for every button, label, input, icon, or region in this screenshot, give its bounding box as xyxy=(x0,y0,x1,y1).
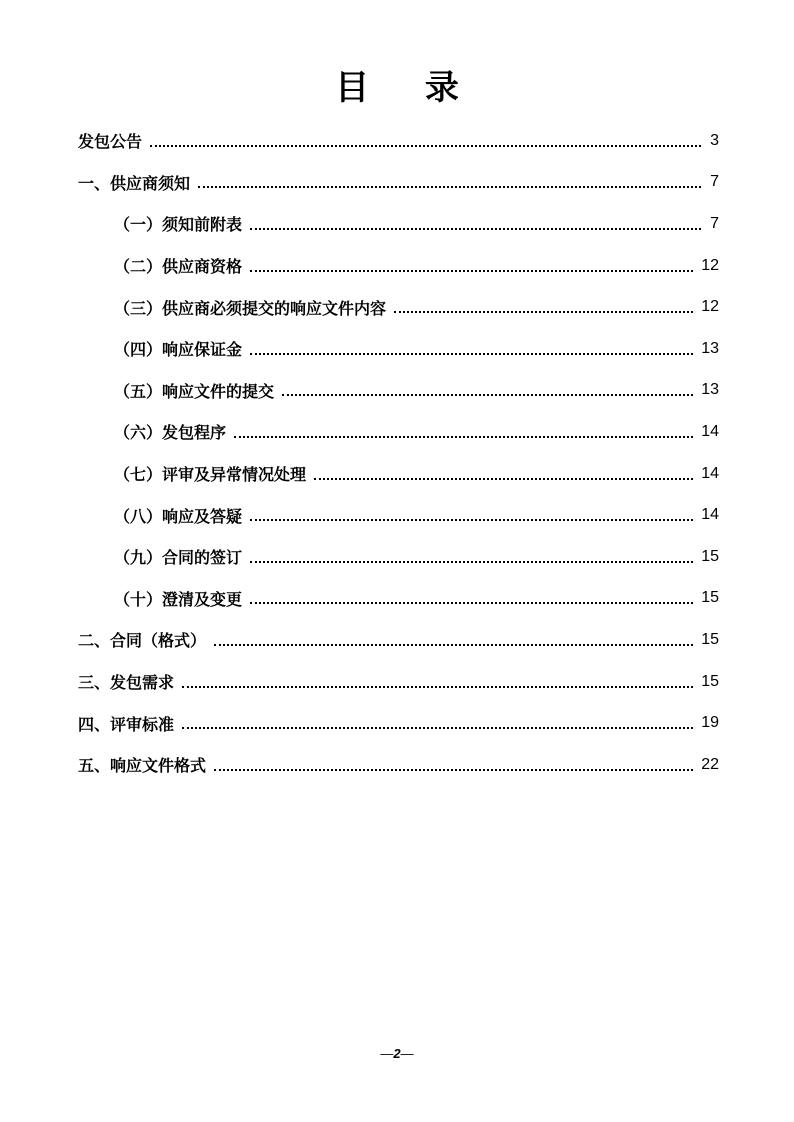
toc-dot-leader xyxy=(250,602,693,604)
toc-entry-page: 15 xyxy=(701,672,719,690)
table-of-contents xyxy=(78,120,719,786)
toc-entry-label: （六）发包程序 xyxy=(114,423,227,443)
toc-dot-leader xyxy=(394,311,693,313)
toc-dot-leader xyxy=(234,436,693,438)
toc-dot-leader xyxy=(214,769,693,771)
toc-entry[interactable] xyxy=(78,702,719,744)
toc-entry-page: 14 xyxy=(701,506,719,524)
toc-entry[interactable] xyxy=(78,453,719,495)
page-title: 目 录 xyxy=(335,68,481,108)
toc-dot-leader xyxy=(214,644,693,646)
toc-entry-page: 12 xyxy=(701,256,719,274)
toc-entry-label: 五、响应文件格式 xyxy=(78,756,207,776)
toc-entry-page: 22 xyxy=(701,755,719,773)
toc-dot-leader xyxy=(282,394,693,396)
toc-entry[interactable] xyxy=(78,162,719,204)
toc-entry-label: （二）供应商资格 xyxy=(114,257,243,277)
page-number: 2 xyxy=(393,1046,401,1061)
toc-entry-page: 15 xyxy=(701,547,719,565)
toc-dot-leader xyxy=(314,478,693,480)
toc-dot-leader xyxy=(250,353,693,355)
toc-entry[interactable] xyxy=(78,203,719,245)
toc-entry-page: 15 xyxy=(701,630,719,648)
toc-dot-leader xyxy=(250,270,693,272)
toc-entry-label: （八）响应及答疑 xyxy=(114,506,243,526)
toc-entry-label: （四）响应保证金 xyxy=(114,340,243,360)
toc-entry-label: 二、合同（格式） xyxy=(78,631,207,651)
toc-entry-label: （一）须知前附表 xyxy=(114,215,243,235)
toc-dot-leader xyxy=(182,686,693,688)
toc-entry[interactable] xyxy=(78,536,719,578)
toc-entry[interactable] xyxy=(78,744,719,786)
footer-dash-right: — xyxy=(400,1046,414,1061)
toc-entry[interactable] xyxy=(78,578,719,620)
toc-entry[interactable] xyxy=(78,494,719,536)
toc-entry-page: 15 xyxy=(701,589,719,607)
toc-entry-label: 一、供应商须知 xyxy=(78,173,191,193)
toc-entry-page: 19 xyxy=(701,714,719,732)
toc-dot-leader xyxy=(250,228,701,230)
toc-entry-page: 7 xyxy=(710,214,719,232)
toc-dot-leader xyxy=(182,727,693,729)
toc-entry[interactable] xyxy=(78,245,719,287)
toc-entry[interactable] xyxy=(78,370,719,412)
toc-entry-label: （五）响应文件的提交 xyxy=(114,381,275,401)
toc-dot-leader xyxy=(150,145,701,147)
toc-entry-label: （九）合同的签订 xyxy=(114,548,243,568)
toc-entry-label: 发包公告 xyxy=(78,132,143,152)
toc-entry[interactable] xyxy=(78,120,719,162)
toc-entry[interactable] xyxy=(78,286,719,328)
toc-entry-label: （七）评审及异常情况处理 xyxy=(114,465,307,485)
toc-entry-page: 14 xyxy=(701,422,719,440)
toc-entry-page: 14 xyxy=(701,464,719,482)
page-footer xyxy=(0,1046,794,1061)
toc-entry-page: 12 xyxy=(701,298,719,316)
footer-dash-left: — xyxy=(380,1046,394,1061)
toc-dot-leader xyxy=(250,561,693,563)
toc-entry-page: 3 xyxy=(710,131,719,149)
toc-dot-leader xyxy=(198,186,701,188)
toc-entry-page: 13 xyxy=(701,339,719,357)
toc-entry-label: 三、发包需求 xyxy=(78,673,175,693)
toc-entry-label: 四、评审标准 xyxy=(78,714,175,734)
toc-entry-label: （十）澄清及变更 xyxy=(114,589,243,609)
toc-entry[interactable] xyxy=(78,411,719,453)
toc-entry-page: 13 xyxy=(701,381,719,399)
toc-entry[interactable] xyxy=(78,619,719,661)
toc-entry[interactable] xyxy=(78,328,719,370)
toc-entry-page: 7 xyxy=(710,173,719,191)
toc-entry[interactable] xyxy=(78,661,719,703)
toc-entry-label: （三）供应商必须提交的响应文件内容 xyxy=(114,298,387,318)
toc-dot-leader xyxy=(250,519,693,521)
